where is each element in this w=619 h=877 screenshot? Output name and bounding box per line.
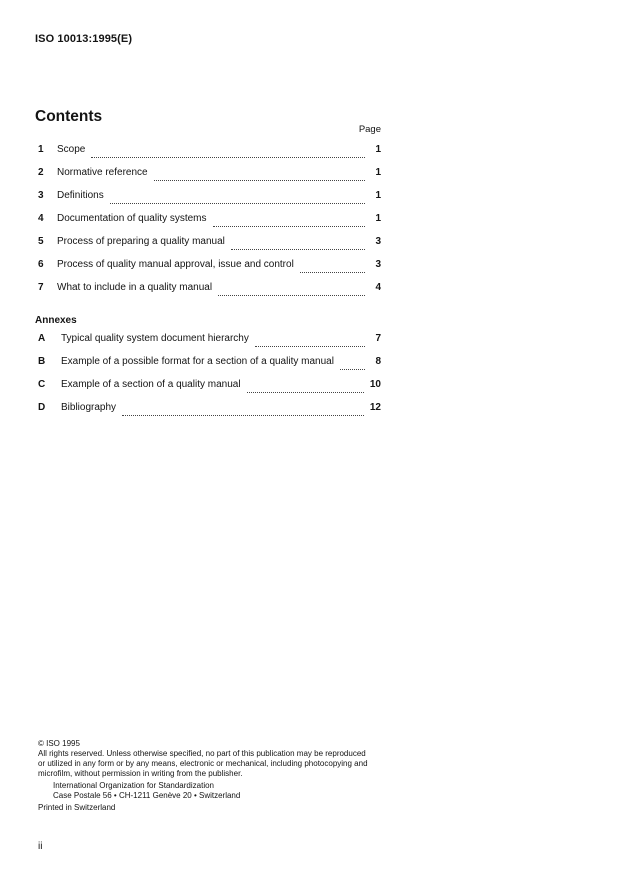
toc-entry-page: 1 <box>375 213 381 224</box>
toc-entry-page: 1 <box>375 167 381 178</box>
toc-entry-title: Documentation of quality systems <box>57 213 207 224</box>
toc-entry-page: 3 <box>375 259 381 270</box>
toc-entry-number: 3 <box>38 190 44 201</box>
toc-entry-number: 7 <box>38 282 44 293</box>
dot-leader <box>300 271 365 273</box>
dot-leader <box>154 179 365 181</box>
annex-entry-d[interactable] <box>38 402 381 425</box>
contents-heading: Contents <box>35 108 103 125</box>
annex-page: 8 <box>375 356 381 367</box>
toc-entry-title: Scope <box>57 144 86 155</box>
page-number: ii <box>38 841 43 852</box>
toc-entry-number: 5 <box>38 236 44 247</box>
dot-leader <box>122 414 364 416</box>
annex-title: Example of a possible format for a section of a quality manual <box>61 356 334 367</box>
toc-entry-definitions[interactable] <box>38 190 381 213</box>
printed-in: Printed in Switzerland <box>38 803 116 812</box>
annex-entry-c[interactable] <box>38 379 381 402</box>
toc-entry-page: 4 <box>375 282 381 293</box>
dot-leader <box>91 156 365 158</box>
annex-letter: D <box>38 402 46 413</box>
annex-letter: C <box>38 379 46 390</box>
annex-title: Typical quality system document hierarchy <box>61 333 249 344</box>
toc-entry-process-approval[interactable] <box>38 259 381 282</box>
rights-statement: All rights reserved. Unless otherwise specified, no part of this publication may be reproduced <box>38 749 366 758</box>
annex-title: Example of a section of a quality manual <box>61 379 241 390</box>
annexes-heading: Annexes <box>35 315 77 326</box>
contents-list <box>38 144 381 305</box>
toc-entry-title: Normative reference <box>57 167 148 178</box>
toc-entry-number: 2 <box>38 167 44 178</box>
organization-address: Case Postale 56 • CH-1211 Genève 20 • Switzerland <box>53 791 241 800</box>
toc-entry-normative-reference[interactable] <box>38 167 381 190</box>
dot-leader <box>255 345 365 347</box>
dot-leader <box>247 391 364 393</box>
dot-leader <box>340 368 365 370</box>
dot-leader <box>231 248 365 250</box>
annexes-list <box>38 333 381 425</box>
toc-entry-number: 4 <box>38 213 44 224</box>
annex-entry-a[interactable] <box>38 333 381 356</box>
toc-entry-process-preparing[interactable] <box>38 236 381 259</box>
toc-entry-title: Process of quality manual approval, issue and control <box>57 259 294 270</box>
annex-letter: B <box>38 356 46 367</box>
toc-entry-page: 1 <box>375 144 381 155</box>
dot-leader <box>213 225 365 227</box>
annex-entry-b[interactable] <box>38 356 381 379</box>
dot-leader <box>110 202 365 204</box>
toc-entry-what-to-include[interactable] <box>38 282 381 305</box>
rights-statement: or utilized in any form or by any means, electronic or mechanical, including photocopying and <box>38 759 368 768</box>
dot-leader <box>218 294 365 296</box>
toc-entry-page: 3 <box>375 236 381 247</box>
rights-statement: microfilm, without permission in writing from the publisher. <box>38 769 243 778</box>
toc-entry-title: Definitions <box>57 190 104 201</box>
toc-entry-title: Process of preparing a quality manual <box>57 236 225 247</box>
toc-entry-number: 6 <box>38 259 44 270</box>
annex-title: Bibliography <box>61 402 117 413</box>
toc-entry-title: What to include in a quality manual <box>57 282 213 293</box>
annex-page: 12 <box>369 402 381 413</box>
organization-name: International Organization for Standardization <box>53 781 214 790</box>
toc-entry-page: 1 <box>375 190 381 201</box>
toc-entry-documentation[interactable] <box>38 213 381 236</box>
page-column-label: Page <box>358 124 381 135</box>
copyright-line: © ISO 1995 <box>38 739 80 748</box>
toc-entry-number: 1 <box>38 144 44 155</box>
annex-page: 7 <box>375 333 381 344</box>
copyright-notice <box>38 739 388 813</box>
annex-page: 10 <box>369 379 381 390</box>
document-identifier: ISO 10013:1995(E) <box>35 33 133 45</box>
toc-entry-scope[interactable] <box>38 144 381 167</box>
annex-letter: A <box>38 333 46 344</box>
